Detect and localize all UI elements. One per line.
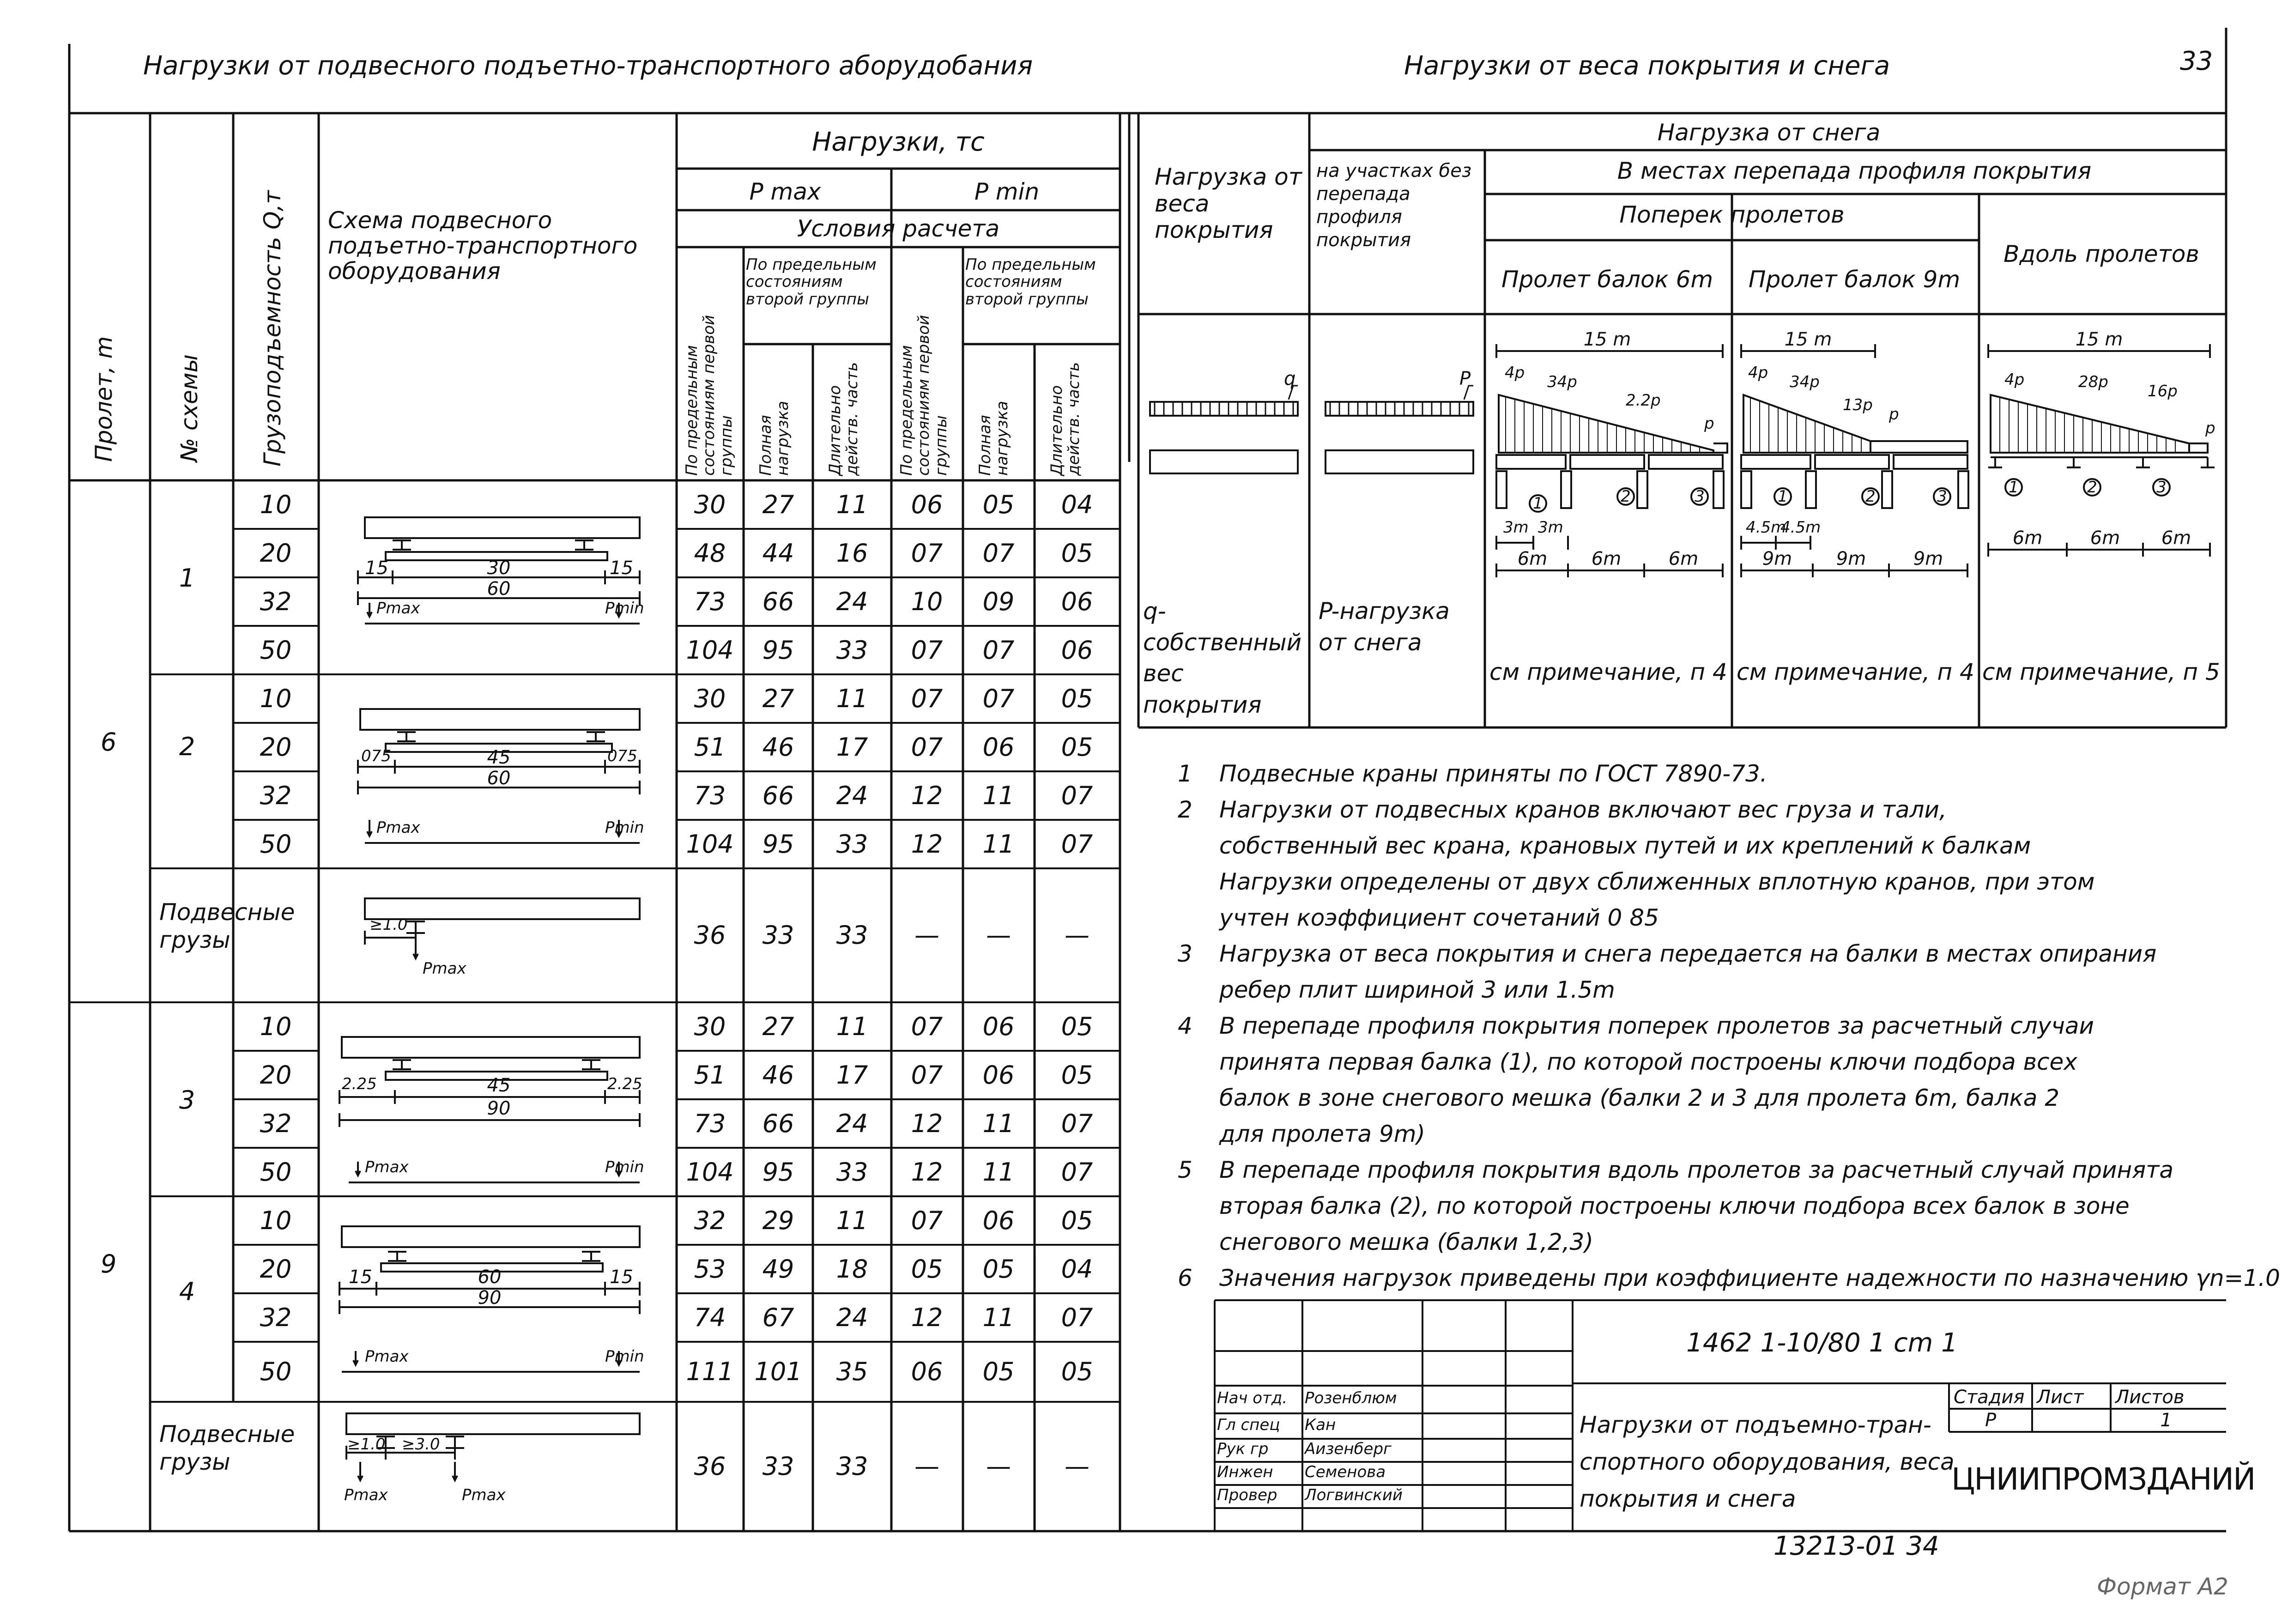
- pmin-long-part: Длительно действ. часть: [1047, 362, 1083, 476]
- load-value-cell: 24: [836, 587, 868, 616]
- capacity-cell: 50: [260, 635, 292, 665]
- d4-pmin: Pmin: [605, 1347, 644, 1366]
- load-value-cell: 30: [694, 1012, 726, 1041]
- load-value-cell: 11: [982, 1109, 1015, 1138]
- load-value-cell: 95: [762, 635, 794, 665]
- d3-dim-mid: 45: [487, 1075, 511, 1096]
- h1-dim: ≥1.0: [369, 915, 408, 934]
- load-value-cell: 33: [836, 1452, 868, 1481]
- note-number: 1: [1178, 760, 1192, 787]
- d1-pmin: Pmin: [605, 599, 644, 618]
- d1-pmax: Pmax: [376, 599, 420, 618]
- load-value-cell: 33: [836, 829, 868, 859]
- d3-dim-left: 2.25: [342, 1075, 377, 1093]
- l6-beam1: 1: [1533, 494, 1543, 513]
- load-value-cell: 101: [754, 1357, 802, 1386]
- l6-dim3: 6m: [1668, 548, 1699, 570]
- note-line: принята первая балка (1), по которой построены ключи подбора всех: [1219, 1048, 2077, 1075]
- load-value-cell: 73: [694, 1109, 726, 1138]
- load-value-cell: 10: [911, 587, 943, 616]
- col-span-header: Пролет, m: [91, 336, 117, 462]
- note-number: 4: [1178, 1012, 1192, 1039]
- load-value-cell: 36: [694, 921, 726, 950]
- pmin-header: P min: [974, 178, 1040, 205]
- load-value-cell: 07: [911, 1206, 943, 1235]
- la-p: p: [2205, 419, 2215, 437]
- l6-34p: 34p: [1547, 373, 1577, 391]
- pmin-full-load: Полная нагрузка: [976, 400, 1012, 476]
- title-line-2: спортного оборудования, веса: [1580, 1448, 1955, 1475]
- l9-dim2: 9m: [1836, 548, 1866, 570]
- load-value-cell: 05: [1061, 684, 1093, 713]
- col-capacity-header: Грузоподъемность Q,т: [259, 190, 286, 467]
- d2-pmin: Pmin: [605, 818, 644, 837]
- load-value-cell: 11: [982, 1303, 1015, 1332]
- d1-total: 60: [487, 578, 511, 600]
- load-value-cell: —: [986, 921, 1011, 950]
- load-value-cell: 53: [694, 1254, 726, 1284]
- note-line: Значения нагрузок приведены при коэффициенте надежности по назначению γn=1.0: [1219, 1265, 2280, 1291]
- load-value-cell: 24: [836, 781, 868, 810]
- role-label: Нач отд.: [1217, 1389, 1288, 1407]
- load-value-cell: 06: [1061, 587, 1093, 616]
- load-value-cell: 27: [762, 1012, 794, 1041]
- load-value-cell: 27: [762, 490, 794, 519]
- span9-header: Пролет балок 9m: [1748, 266, 1961, 293]
- load-value-cell: —: [1065, 1452, 1089, 1481]
- load-value-cell: 12: [911, 1109, 943, 1138]
- la-dim3: 6m: [2161, 527, 2191, 549]
- load-value-cell: 11: [836, 1012, 868, 1041]
- capacity-cell: 20: [260, 1254, 292, 1284]
- l9-34p: 34p: [1790, 373, 1820, 391]
- l6-sub2: 3m: [1538, 518, 1563, 537]
- load-value-cell: 07: [1061, 1157, 1093, 1187]
- d3-dim-right: 2.25: [607, 1075, 642, 1093]
- load-value-cell: 48: [694, 538, 726, 568]
- hanging-loads-1: Подвесные грузы: [159, 899, 295, 953]
- load-value-cell: 16: [836, 538, 868, 568]
- p-description: P-нагрузка от снега: [1319, 598, 1450, 656]
- role-label: Рук гр: [1217, 1440, 1269, 1458]
- load-value-cell: 104: [686, 829, 734, 859]
- signer-name: Кан: [1305, 1416, 1336, 1434]
- no-drop-header: на участках без перепада профиля покрытия: [1316, 160, 1472, 251]
- d3-pmax: Pmax: [365, 1158, 409, 1176]
- load-value-cell: 07: [1061, 829, 1093, 859]
- note-ref-6m: см примечание, п 4: [1489, 659, 1727, 685]
- role-label: Инжен: [1217, 1463, 1273, 1481]
- la-beam2: 2: [2087, 478, 2097, 497]
- len-6m-span: 15 m: [1583, 329, 1631, 350]
- h2-pmax-left: Pmax: [344, 1486, 388, 1504]
- load-value-cell: 06: [982, 1206, 1015, 1235]
- load-value-cell: 33: [836, 921, 868, 950]
- organization-name: ЦНИИПРОМЗДАНИЙ: [1951, 1461, 2255, 1497]
- role-label: Провер: [1217, 1486, 1277, 1504]
- at-drop-header: В местах перепада профиля покрытия: [1617, 158, 2092, 184]
- d1-dim-right: 15: [610, 557, 633, 579]
- note-line: вторая балка (2), по которой построены ключи подбора всех балок в зоне: [1219, 1193, 2130, 1219]
- header-right-title: Нагрузки от веса покрытия и снега: [1404, 51, 1890, 81]
- load-value-cell: 06: [911, 1357, 943, 1386]
- load-value-cell: 07: [1061, 781, 1093, 810]
- load-value-cell: 33: [762, 1452, 794, 1481]
- load-value-cell: 17: [836, 1060, 868, 1090]
- header-left-title: Нагрузки от подвесного подъетно-транспортного аборудобания: [143, 51, 1033, 81]
- d2-dim-left: 075: [361, 747, 391, 765]
- sheets-header: Листов: [2115, 1387, 2185, 1408]
- note-line: Подвесные краны приняты по ГОСТ 7890-73.: [1219, 760, 1767, 787]
- load-value-cell: 07: [911, 1012, 943, 1041]
- load-value-cell: 11: [836, 1206, 868, 1235]
- l9-13p: 13p: [1843, 396, 1873, 414]
- along-header: Вдоль пролетов: [2003, 241, 2199, 267]
- capacity-cell: 50: [260, 829, 292, 859]
- note-line: для пролета 9m): [1219, 1121, 1425, 1147]
- la-beam3: 3: [2156, 478, 2167, 497]
- capacity-cell: 10: [260, 684, 292, 713]
- load-value-cell: 66: [762, 781, 794, 810]
- load-value-cell: 04: [1061, 1254, 1093, 1284]
- l9-beam3: 3: [1937, 487, 1947, 506]
- l6-beam3: 3: [1695, 487, 1705, 506]
- load-value-cell: 11: [836, 490, 868, 519]
- load-value-cell: 36: [694, 1452, 726, 1481]
- load-value-cell: 07: [911, 732, 943, 762]
- d3-total: 90: [487, 1098, 511, 1119]
- note-number: 3: [1178, 940, 1192, 967]
- load-value-cell: 18: [836, 1254, 868, 1284]
- capacity-cell: 50: [260, 1357, 292, 1386]
- d4-dim-mid: 60: [478, 1266, 502, 1288]
- l9-4p: 4p: [1748, 364, 1768, 382]
- note-number: 2: [1178, 796, 1192, 823]
- doc-code: 1462 1-10/80 1 cm 1: [1686, 1328, 1958, 1358]
- load-value-cell: 33: [836, 1157, 868, 1187]
- la-dim2: 6m: [2090, 527, 2120, 549]
- load-value-cell: 05: [911, 1254, 943, 1284]
- note-ref-9m: см примечание, п 4: [1737, 659, 1974, 685]
- document-number: 13213-01 34: [1773, 1531, 1939, 1561]
- load-value-cell: 66: [762, 587, 794, 616]
- note-line: Нагрузка от веса покрытия и снега передается на балки в местах опирания: [1219, 940, 2157, 967]
- l6-dim1: 6m: [1517, 548, 1548, 570]
- loads-header: Нагрузки, тс: [812, 127, 985, 157]
- q-symbol: q: [1284, 368, 1296, 389]
- load-value-cell: —: [914, 1452, 939, 1481]
- span-9: 9: [100, 1249, 117, 1279]
- pmax-header: P max: [749, 178, 821, 205]
- own-weight-header: Нагрузка от веса покрытия: [1155, 164, 1302, 243]
- la-beam1: 1: [2009, 478, 2019, 497]
- h1-pmax: Pmax: [423, 959, 466, 978]
- load-value-cell: 51: [694, 1060, 726, 1090]
- load-value-cell: 12: [911, 1303, 943, 1332]
- load-value-cell: 46: [762, 1060, 794, 1090]
- d2-pmax: Pmax: [376, 818, 420, 837]
- note-line: Нагрузки от подвесных кранов включают вес груза и тали,: [1219, 796, 1947, 823]
- span-6: 6: [100, 727, 117, 757]
- load-value-cell: 07: [911, 1060, 943, 1090]
- load-value-cell: 06: [1061, 635, 1093, 665]
- capacity-cell: 10: [260, 1206, 292, 1235]
- load-value-cell: 05: [982, 490, 1015, 519]
- load-value-cell: 07: [911, 635, 943, 665]
- load-value-cell: 46: [762, 732, 794, 762]
- pmax-long-part: Длительно действ. часть: [826, 362, 862, 476]
- pmin-first-group: По предельным состояниям первой группы: [897, 315, 950, 476]
- across-header: Поперек пролетов: [1619, 201, 1845, 228]
- l6-4p: 4p: [1505, 364, 1525, 382]
- span6-header: Пролет балок 6m: [1501, 266, 1713, 293]
- scheme-3: 3: [179, 1085, 195, 1115]
- load-value-cell: 24: [836, 1109, 868, 1138]
- note-number: 6: [1178, 1265, 1192, 1291]
- load-value-cell: 51: [694, 732, 726, 762]
- stage-header: Стадия: [1954, 1387, 2025, 1408]
- load-value-cell: 12: [911, 1157, 943, 1187]
- l9-beam1: 1: [1778, 487, 1788, 506]
- note-line: собственный вес крана, крановых путей и их креплений к балкам: [1219, 832, 2031, 859]
- capacity-cell: 10: [260, 1012, 292, 1041]
- load-value-cell: 05: [1061, 1357, 1093, 1386]
- load-value-cell: 06: [911, 490, 943, 519]
- conditions-header: Условия расчета: [797, 215, 1000, 242]
- load-value-cell: 07: [982, 538, 1015, 568]
- load-value-cell: 73: [694, 587, 726, 616]
- capacity-cell: 32: [260, 1109, 292, 1138]
- l6-p: p: [1704, 414, 1714, 433]
- load-value-cell: 05: [1061, 1206, 1093, 1235]
- paper-format: Формат А2: [2097, 1573, 2228, 1600]
- scheme-2: 2: [179, 732, 195, 761]
- capacity-cell: 32: [260, 587, 292, 616]
- load-value-cell: 12: [911, 781, 943, 810]
- load-value-cell: 111: [686, 1357, 734, 1386]
- col-diagram-header: Схема подвесного подъетно-транспортного оборудования: [328, 207, 638, 285]
- d3-pmin: Pmin: [605, 1158, 644, 1176]
- scheme-1: 1: [179, 564, 195, 593]
- note-line: В перепаде профиля покрытия вдоль пролетов за расчетный случай принята: [1219, 1157, 2173, 1183]
- note-line: снегового мешка (балки 1,2,3): [1219, 1229, 1593, 1255]
- d2-dim-mid: 45: [487, 747, 511, 768]
- load-value-cell: 12: [911, 829, 943, 859]
- note-line: балок в зоне снегового мешка (балки 2 и 3 для пролета 6m, балка 2: [1219, 1085, 2060, 1111]
- load-value-cell: 07: [1061, 1303, 1093, 1332]
- load-value-cell: 05: [1061, 538, 1093, 568]
- signer-name: Семенова: [1305, 1463, 1386, 1481]
- pmax-second-group: По предельным состояниям второй группы: [746, 255, 877, 309]
- capacity-cell: 32: [260, 781, 292, 810]
- col-scheme-header: № схемы: [176, 354, 203, 462]
- load-value-cell: 07: [911, 538, 943, 568]
- load-value-cell: 104: [686, 635, 734, 665]
- load-value-cell: 11: [982, 781, 1015, 810]
- load-value-cell: 35: [836, 1357, 868, 1386]
- d4-total: 90: [478, 1287, 502, 1309]
- load-value-cell: 104: [686, 1157, 734, 1187]
- note-number: 5: [1178, 1157, 1192, 1183]
- pmax-first-group: По предельным состояниям первой группы: [683, 315, 736, 476]
- capacity-cell: 20: [260, 538, 292, 568]
- load-value-cell: 30: [694, 490, 726, 519]
- load-value-cell: 07: [1061, 1109, 1093, 1138]
- load-value-cell: 07: [982, 684, 1015, 713]
- load-value-cell: 24: [836, 1303, 868, 1332]
- note-ref-along: см примечание, п 5: [1982, 659, 2220, 685]
- la-16p: 16p: [2148, 382, 2178, 400]
- l9-sub1: 4.5m: [1746, 518, 1786, 537]
- h2-dim-right: ≥3.0: [402, 1435, 440, 1454]
- note-line: ребер плит шириной 3 или 1.5m: [1219, 976, 1615, 1003]
- load-value-cell: 49: [762, 1254, 794, 1284]
- load-value-cell: 06: [982, 732, 1015, 762]
- load-value-cell: 11: [982, 1157, 1015, 1187]
- load-value-cell: 74: [694, 1303, 726, 1332]
- load-value-cell: 33: [762, 921, 794, 950]
- page-number: 33: [2180, 46, 2213, 76]
- load-value-cell: 05: [1061, 1060, 1093, 1090]
- d1-dim-mid: 30: [487, 557, 511, 579]
- load-value-cell: —: [914, 921, 939, 950]
- pmin-second-group: По предельным состояниям второй группы: [965, 255, 1096, 309]
- signer-name: Логвинский: [1305, 1486, 1403, 1504]
- q-description: q-собственный вес покрытия: [1143, 598, 1302, 718]
- d2-dim-right: 075: [607, 747, 637, 765]
- snow-header: Нагрузка от снега: [1657, 119, 1881, 146]
- h2-pmax-right: Pmax: [462, 1486, 506, 1504]
- l6-sub1: 3m: [1503, 518, 1529, 537]
- capacity-cell: 20: [260, 1060, 292, 1090]
- load-value-cell: 29: [762, 1206, 794, 1235]
- capacity-cell: 20: [260, 732, 292, 762]
- hanging-loads-2: Подвесные грузы: [159, 1421, 295, 1475]
- d2-total: 60: [487, 768, 511, 789]
- d4-pmax: Pmax: [365, 1347, 409, 1366]
- la-dim1: 6m: [2012, 527, 2043, 549]
- capacity-cell: 50: [260, 1157, 292, 1187]
- len-along-span: 15 m: [2075, 329, 2123, 350]
- load-value-cell: 17: [836, 732, 868, 762]
- d4-dim-left: 15: [349, 1266, 372, 1288]
- load-value-cell: 07: [982, 635, 1015, 665]
- load-value-cell: 33: [836, 635, 868, 665]
- d4-dim-right: 15: [610, 1266, 633, 1288]
- load-value-cell: 05: [1061, 732, 1093, 762]
- l9-beam2: 2: [1865, 487, 1876, 506]
- sheets-value: 1: [2160, 1410, 2172, 1431]
- p-symbol: P: [1459, 368, 1471, 389]
- signer-name: Аизенберг: [1305, 1440, 1392, 1458]
- load-value-cell: —: [1065, 921, 1089, 950]
- load-value-cell: 32: [694, 1206, 726, 1235]
- note-line: учтен коэффициент сочетаний 0 85: [1219, 904, 1659, 931]
- title-line-3: покрытия и снега: [1580, 1485, 1796, 1512]
- l9-sub2: 4.5m: [1780, 518, 1821, 537]
- load-value-cell: 09: [982, 587, 1015, 616]
- load-value-cell: 73: [694, 781, 726, 810]
- load-value-cell: 05: [982, 1254, 1015, 1284]
- len-9m-span: 15 m: [1784, 329, 1832, 350]
- title-line-1: Нагрузки от подъемно-тран-: [1580, 1412, 1931, 1438]
- load-value-cell: 06: [982, 1012, 1015, 1041]
- capacity-cell: 32: [260, 1303, 292, 1332]
- load-value-cell: 06: [982, 1060, 1015, 1090]
- sheet-header: Лист: [2037, 1387, 2084, 1408]
- load-value-cell: 11: [982, 829, 1015, 859]
- load-value-cell: 27: [762, 684, 794, 713]
- d1-dim-left: 15: [365, 557, 388, 579]
- note-line: В перепаде профиля покрытия поперек пролетов за расчетный случаи: [1219, 1012, 2094, 1039]
- load-value-cell: —: [986, 1452, 1011, 1481]
- capacity-cell: 10: [260, 490, 292, 519]
- h2-dim-left: ≥1.0: [347, 1435, 386, 1454]
- stage-value: Р: [1985, 1410, 1997, 1431]
- load-value-cell: 67: [762, 1303, 794, 1332]
- signer-name: Розенблюм: [1305, 1389, 1397, 1407]
- scheme-4: 4: [179, 1277, 195, 1306]
- load-value-cell: 44: [762, 538, 794, 568]
- note-line: Нагрузки определены от двух сближенных вплотную кранов, при этом: [1219, 868, 2095, 895]
- load-value-cell: 05: [982, 1357, 1015, 1386]
- load-value-cell: 30: [694, 684, 726, 713]
- l9-p: p: [1889, 405, 1899, 424]
- load-value-cell: 95: [762, 829, 794, 859]
- l6-22p: 2.2p: [1626, 391, 1661, 410]
- load-value-cell: 07: [911, 684, 943, 713]
- l6-dim2: 6m: [1591, 548, 1622, 570]
- load-value-cell: 11: [836, 684, 868, 713]
- pmax-full-load: Полная нагрузка: [757, 400, 793, 476]
- load-value-cell: 95: [762, 1157, 794, 1187]
- l9-dim3: 9m: [1913, 548, 1943, 570]
- load-value-cell: 04: [1061, 490, 1093, 519]
- la-28p: 28p: [2078, 373, 2108, 391]
- load-value-cell: 05: [1061, 1012, 1093, 1041]
- load-value-cell: 66: [762, 1109, 794, 1138]
- l6-beam2: 2: [1621, 487, 1631, 506]
- role-label: Гл спец: [1217, 1416, 1280, 1434]
- l9-dim1: 9m: [1762, 548, 1792, 570]
- la-4p: 4p: [2004, 370, 2025, 389]
